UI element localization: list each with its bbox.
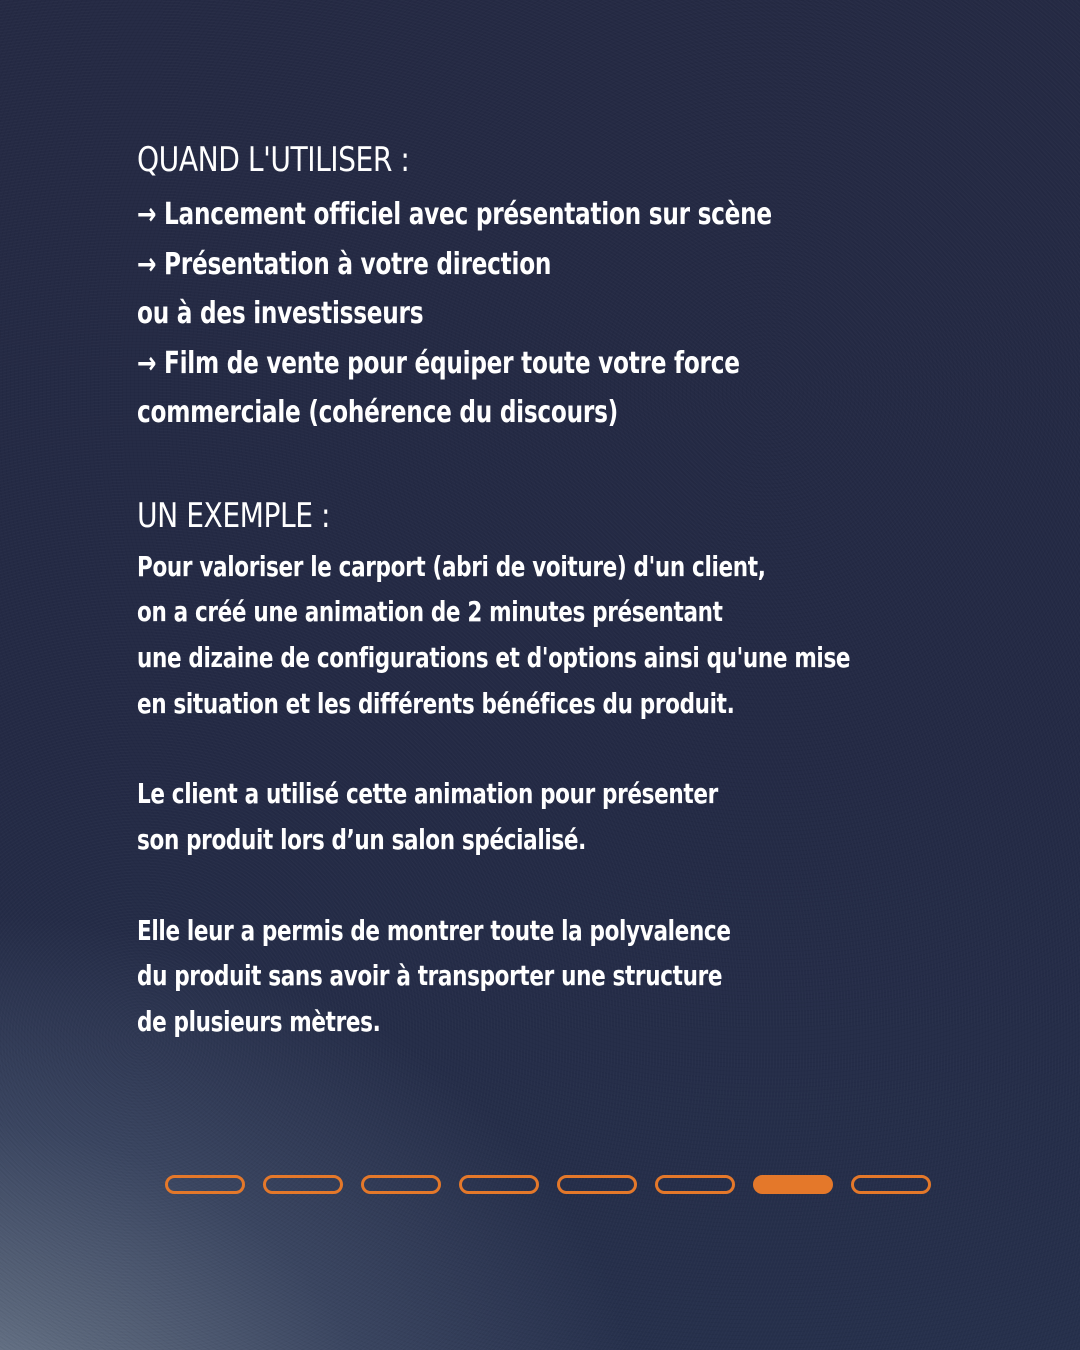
paragraph-line: Elle leur a permis de montrer toute la polyvalence xyxy=(137,913,731,947)
pagination-dot[interactable] xyxy=(263,1175,343,1194)
paragraph-line: de plusieurs mètres. xyxy=(137,1005,381,1039)
when-heading: QUAND L'UTILISER : xyxy=(137,140,410,180)
when-line: commerciale (cohérence du discours) xyxy=(137,395,618,430)
when-section xyxy=(137,140,997,438)
when-list xyxy=(137,190,997,438)
when-line: → Présentation à votre direction xyxy=(137,246,552,282)
pagination-dot[interactable] xyxy=(361,1175,441,1194)
pagination-dot-active[interactable] xyxy=(753,1175,833,1194)
paragraph-line: Pour valoriser le carport (abri de voiture) d'un client, xyxy=(137,549,766,583)
pagination-dot[interactable] xyxy=(655,1175,735,1194)
paragraph-line: Le client a utilisé cette animation pour présenter xyxy=(137,777,718,811)
slide-content xyxy=(137,140,997,1045)
pagination-dot[interactable] xyxy=(557,1175,637,1194)
section-spacer xyxy=(137,438,997,496)
pagination-dot[interactable] xyxy=(165,1175,245,1194)
example-paragraph-2 xyxy=(137,771,997,862)
example-paragraph-1 xyxy=(137,544,997,727)
paragraph-line: une dizaine de configurations et d'options ainsi qu'une mise xyxy=(137,640,851,674)
paragraph-spacer xyxy=(137,726,997,771)
carousel-pagination xyxy=(165,1175,931,1194)
example-heading: UN EXEMPLE : xyxy=(137,495,331,536)
paragraph-spacer xyxy=(137,863,997,908)
when-line: → Lancement officiel avec présentation sur scène xyxy=(137,197,772,232)
paragraph-line: du produit sans avoir à transporter une structure xyxy=(137,959,723,993)
example-paragraph-3 xyxy=(137,908,997,1045)
when-line: ou à des investisseurs xyxy=(137,296,424,331)
paragraph-line: en situation et les différents bénéfices du produit. xyxy=(137,686,735,720)
when-line: → Film de vente pour équiper toute votre force xyxy=(137,345,740,381)
pagination-dot[interactable] xyxy=(459,1175,539,1194)
paragraph-line: son produit lors d’un salon spécialisé. xyxy=(137,823,587,857)
pagination-dot[interactable] xyxy=(851,1175,931,1194)
example-section xyxy=(137,496,997,1045)
paragraph-line: on a créé une animation de 2 minutes présentant xyxy=(137,595,723,629)
